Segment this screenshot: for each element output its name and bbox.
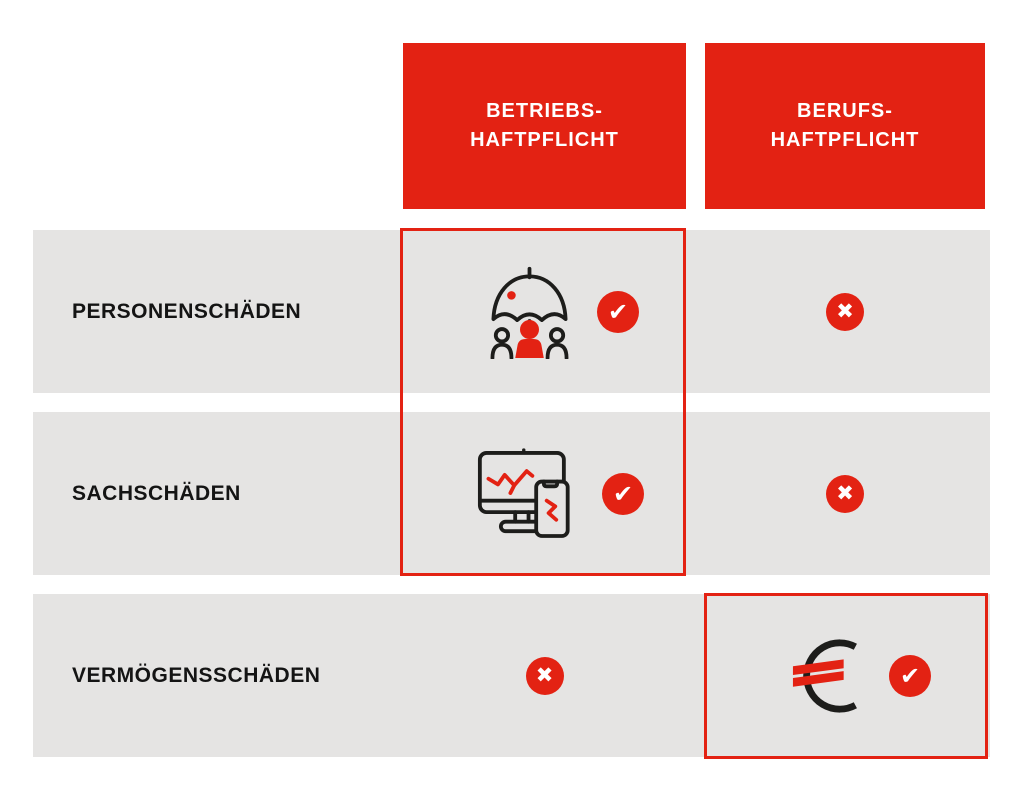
row-label-text: SACHSCHÄDEN xyxy=(72,481,241,505)
cross-icon: ✖ xyxy=(826,475,864,513)
highlight-box-betriebshaftpflicht xyxy=(400,228,686,576)
cell-vermoegensschaeden-betriebs xyxy=(403,594,686,757)
cell-sachschaeden-berufs xyxy=(705,412,985,575)
header-line: HAFTPFLICHT xyxy=(770,129,920,151)
cross-icon: ✖ xyxy=(526,657,564,695)
column-header-betriebshaftpflicht xyxy=(403,43,686,209)
row-label xyxy=(72,230,402,393)
header-line: BERUFS- xyxy=(797,100,893,122)
column-header-berufshaftpflicht xyxy=(705,43,985,209)
row-label xyxy=(72,412,402,575)
row-label-text: VERMÖGENSSCHÄDEN xyxy=(72,663,321,687)
check-icon: ✔ xyxy=(602,473,644,515)
cross-icon: ✖ xyxy=(826,293,864,331)
row-label xyxy=(72,594,402,757)
check-icon: ✔ xyxy=(889,655,931,697)
header-line: HAFTPFLICHT xyxy=(470,129,619,151)
highlight-box-berufshaftpflicht xyxy=(704,593,988,759)
cell-personenschaeden-berufs xyxy=(705,230,985,393)
header-line: BETRIEBS- xyxy=(486,100,603,122)
row-label-text: PERSONENSCHÄDEN xyxy=(72,299,302,323)
check-icon: ✔ xyxy=(597,291,639,333)
